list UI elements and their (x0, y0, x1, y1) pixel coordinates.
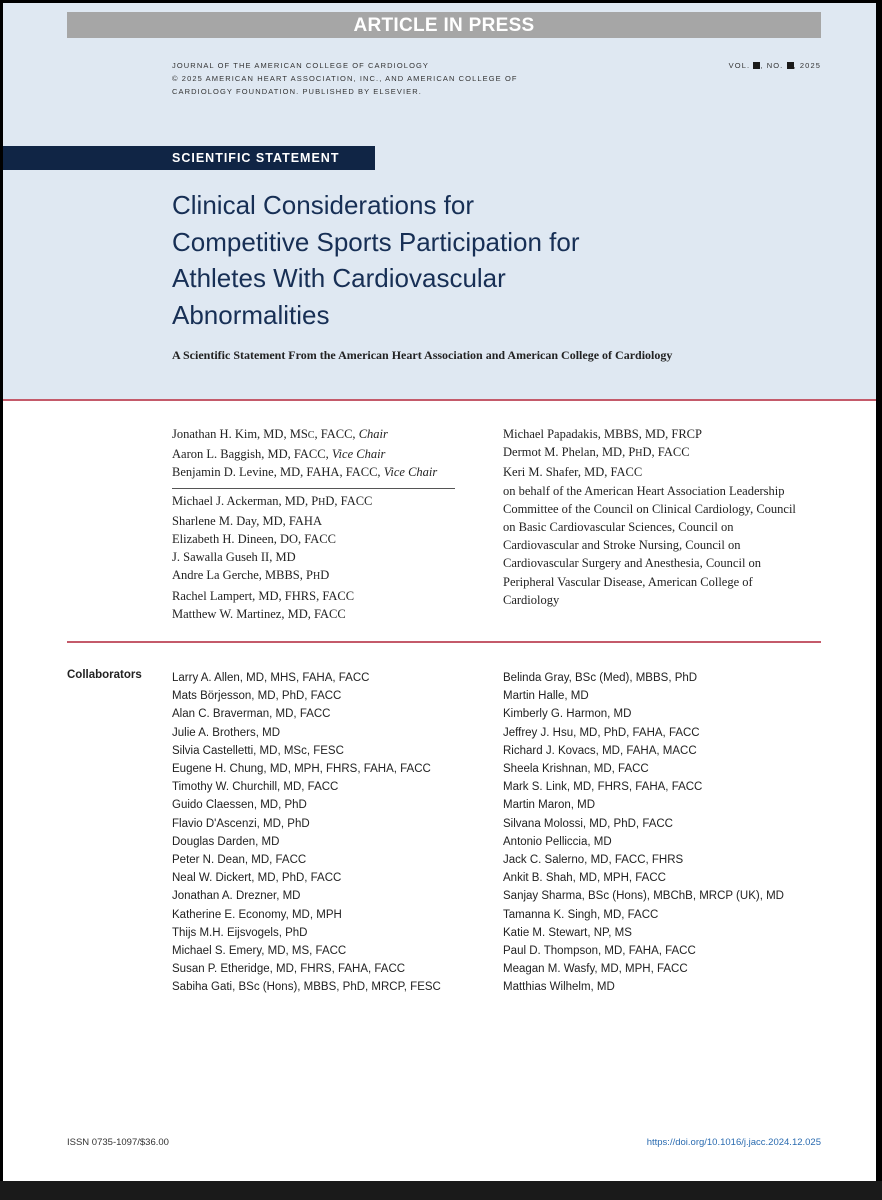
collaborator: Belinda Gray, BSc (Med), MBBS, PhD (503, 672, 698, 684)
collaborator: Alan C. Braverman, MD, FACC (172, 708, 331, 721)
behalf-line: Peripheral Vascular Disease, American College of (503, 574, 753, 589)
collaborator: Martin Maron, MD (503, 799, 596, 812)
author: Keri M. Shafer, MD, FACC (503, 465, 643, 480)
author: J. Sawalla Guseh II, MD (172, 550, 296, 565)
number-label: , NO. (760, 61, 784, 70)
collaborator: Sabiha Gati, BSc (Hons), MBBS, PhD, MRCP, FESC (172, 981, 441, 994)
collaborator: Thijs M.H. Eijsvogels, PhD (172, 926, 308, 939)
collaborator: Silvana Molossi, MD, PhD, FACC (503, 817, 673, 830)
number-placeholder-block (787, 62, 794, 69)
author: Rachel Lampert, MD, FHRS, FACC (172, 588, 355, 603)
chair-author: Jonathan H. Kim, MD, MSC, FACC, Chair (172, 427, 388, 441)
doi-link[interactable]: https://doi.org/10.1016/j.jacc.2024.12.025 (646, 1137, 821, 1148)
year-label: , 2025 (793, 61, 821, 70)
collaborator: Julie A. Brothers, MD (172, 726, 281, 739)
collaborator: Sheela Krishnan, MD, FACC (503, 763, 649, 776)
collaborator: Martin Halle, MD (503, 690, 589, 703)
title-line: Abnormalities (172, 299, 330, 330)
title-line: Athletes With Cardiovascular (172, 263, 506, 293)
collaborator: Sanjay Sharma, BSc (Hons), MBChB, MRCP (UK), MD (503, 890, 784, 903)
author: Elizabeth H. Dineen, DO, FACC (172, 532, 336, 547)
collaborators-right-column (503, 669, 784, 997)
collaborator: Matthias Wilhelm, MD (503, 981, 615, 994)
author: Sharlene M. Day, MD, FAHA (172, 513, 322, 528)
journal-line: JOURNAL OF THE AMERICAN COLLEGE OF CARDIOLOGY (172, 61, 430, 70)
collaborator: Neal W. Dickert, MD, PhD, FACC (172, 872, 342, 885)
collaborator: Eugene H. Chung, MD, MPH, FHRS, FAHA, FACC (172, 763, 431, 776)
behalf-line: Cardiovascular and Stroke Nursing, Council on (503, 538, 741, 553)
collaborator: Guido Claessen, MD, PhD (172, 799, 307, 812)
collaborator: Katherine E. Economy, MD, MPH (172, 908, 342, 921)
volume-label: VOL. (728, 61, 751, 70)
author: Michael Papadakis, MBBS, MD, FRCP (503, 427, 702, 441)
author: Dermot M. Phelan, MD, PHD, FACC (503, 445, 690, 460)
article-subtitle: A Scientific Statement From the American Heart Association and American College of Cardiology (172, 348, 673, 362)
collaborator: Paul D. Thompson, MD, FAHA, FACC (503, 945, 696, 958)
behalf-line: Committee of the Council on Clinical Cardiology, Council (503, 501, 796, 516)
article-in-press-banner: ARTICLE IN PRESS (67, 12, 821, 38)
collaborator: Michael S. Emery, MD, MS, FACC (172, 945, 347, 958)
behalf-line: on behalf of the American Heart Association Leadership (503, 483, 785, 498)
issn-footer: ISSN 0735-1097/$36.00 (67, 1137, 169, 1148)
article-title (172, 187, 732, 333)
header-divider (3, 399, 876, 401)
collaborator: Tamanna K. Singh, MD, FACC (503, 908, 659, 921)
collaborator: Jeffrey J. Hsu, MD, PhD, FAHA, FACC (503, 726, 700, 739)
collaborator: Timothy W. Churchill, MD, FACC (172, 781, 339, 794)
journal-line: © 2025 AMERICAN HEART ASSOCIATION, INC., AND AMERICAN COLLEGE OF (172, 74, 518, 83)
collaborator: Mark S. Link, MD, FHRS, FAHA, FACC (503, 781, 703, 794)
author: Matthew W. Martinez, MD, FACC (172, 606, 346, 621)
viewer-bottom-strip (0, 1181, 882, 1200)
collaborator: Mats Börjesson, MD, PhD, FACC (172, 690, 342, 703)
collaborator: Peter N. Dean, MD, FACC (172, 854, 307, 867)
collaborators-label: Collaborators (67, 669, 142, 681)
vice-chair-author: Aaron L. Baggish, MD, FACC, Vice Chair (172, 447, 386, 462)
title-line: Competitive Sports Participation for (172, 226, 580, 257)
behalf-line: Cardiovascular Surgery and Anesthesia, Council on (503, 556, 762, 571)
title-line: Clinical Considerations for (172, 190, 475, 220)
collaborator: Meagan M. Wasfy, MD, MPH, FACC (503, 963, 688, 976)
authors-left-column (172, 425, 455, 623)
collaborator: Jack C. Salerno, MD, FACC, FHRS (503, 854, 684, 867)
author: Andre La Gerche, MBBS, PHD (172, 568, 330, 583)
section-label: SCIENTIFIC STATEMENT (172, 151, 340, 165)
collaborator: Katie M. Stewart, NP, MS (503, 926, 632, 939)
collaborator: Kimberly G. Harmon, MD (503, 708, 632, 721)
authors-bottom-divider (67, 641, 821, 643)
collaborator: Susan P. Etheridge, MD, FHRS, FAHA, FACC (172, 963, 406, 976)
authors-divider (172, 488, 455, 489)
article-page (3, 3, 876, 1181)
behalf-line: on Basic Cardiovascular Sciences, Council on (503, 520, 734, 535)
collaborator: Antonio Pelliccia, MD (503, 835, 612, 848)
vice-chair-author: Benjamin D. Levine, MD, FAHA, FACC, Vice Chair (172, 465, 438, 480)
collaborator: Ankit B. Shah, MD, MPH, FACC (503, 872, 666, 885)
journal-line: CARDIOLOGY FOUNDATION. PUBLISHED BY ELSEVIER. (172, 87, 422, 96)
author: Michael J. Ackerman, MD, PHD, FACC (172, 493, 373, 508)
collaborator: Silvia Castelletti, MD, MSc, FESC (172, 744, 344, 757)
authors-right-column (503, 425, 796, 609)
volume-info (729, 59, 821, 72)
collaborator: Flavio D'Ascenzi, MD, PhD (172, 817, 310, 830)
collaborator: Richard J. Kovacs, MD, FAHA, MACC (503, 744, 697, 757)
journal-info (172, 59, 518, 98)
collaborator: Larry A. Allen, MD, MHS, FAHA, FACC (172, 672, 370, 684)
collaborators-left-column (172, 669, 441, 997)
behalf-line: Cardiology (503, 592, 560, 607)
collaborator: Jonathan A. Drezner, MD (172, 890, 301, 903)
collaborator: Douglas Darden, MD (172, 835, 280, 848)
